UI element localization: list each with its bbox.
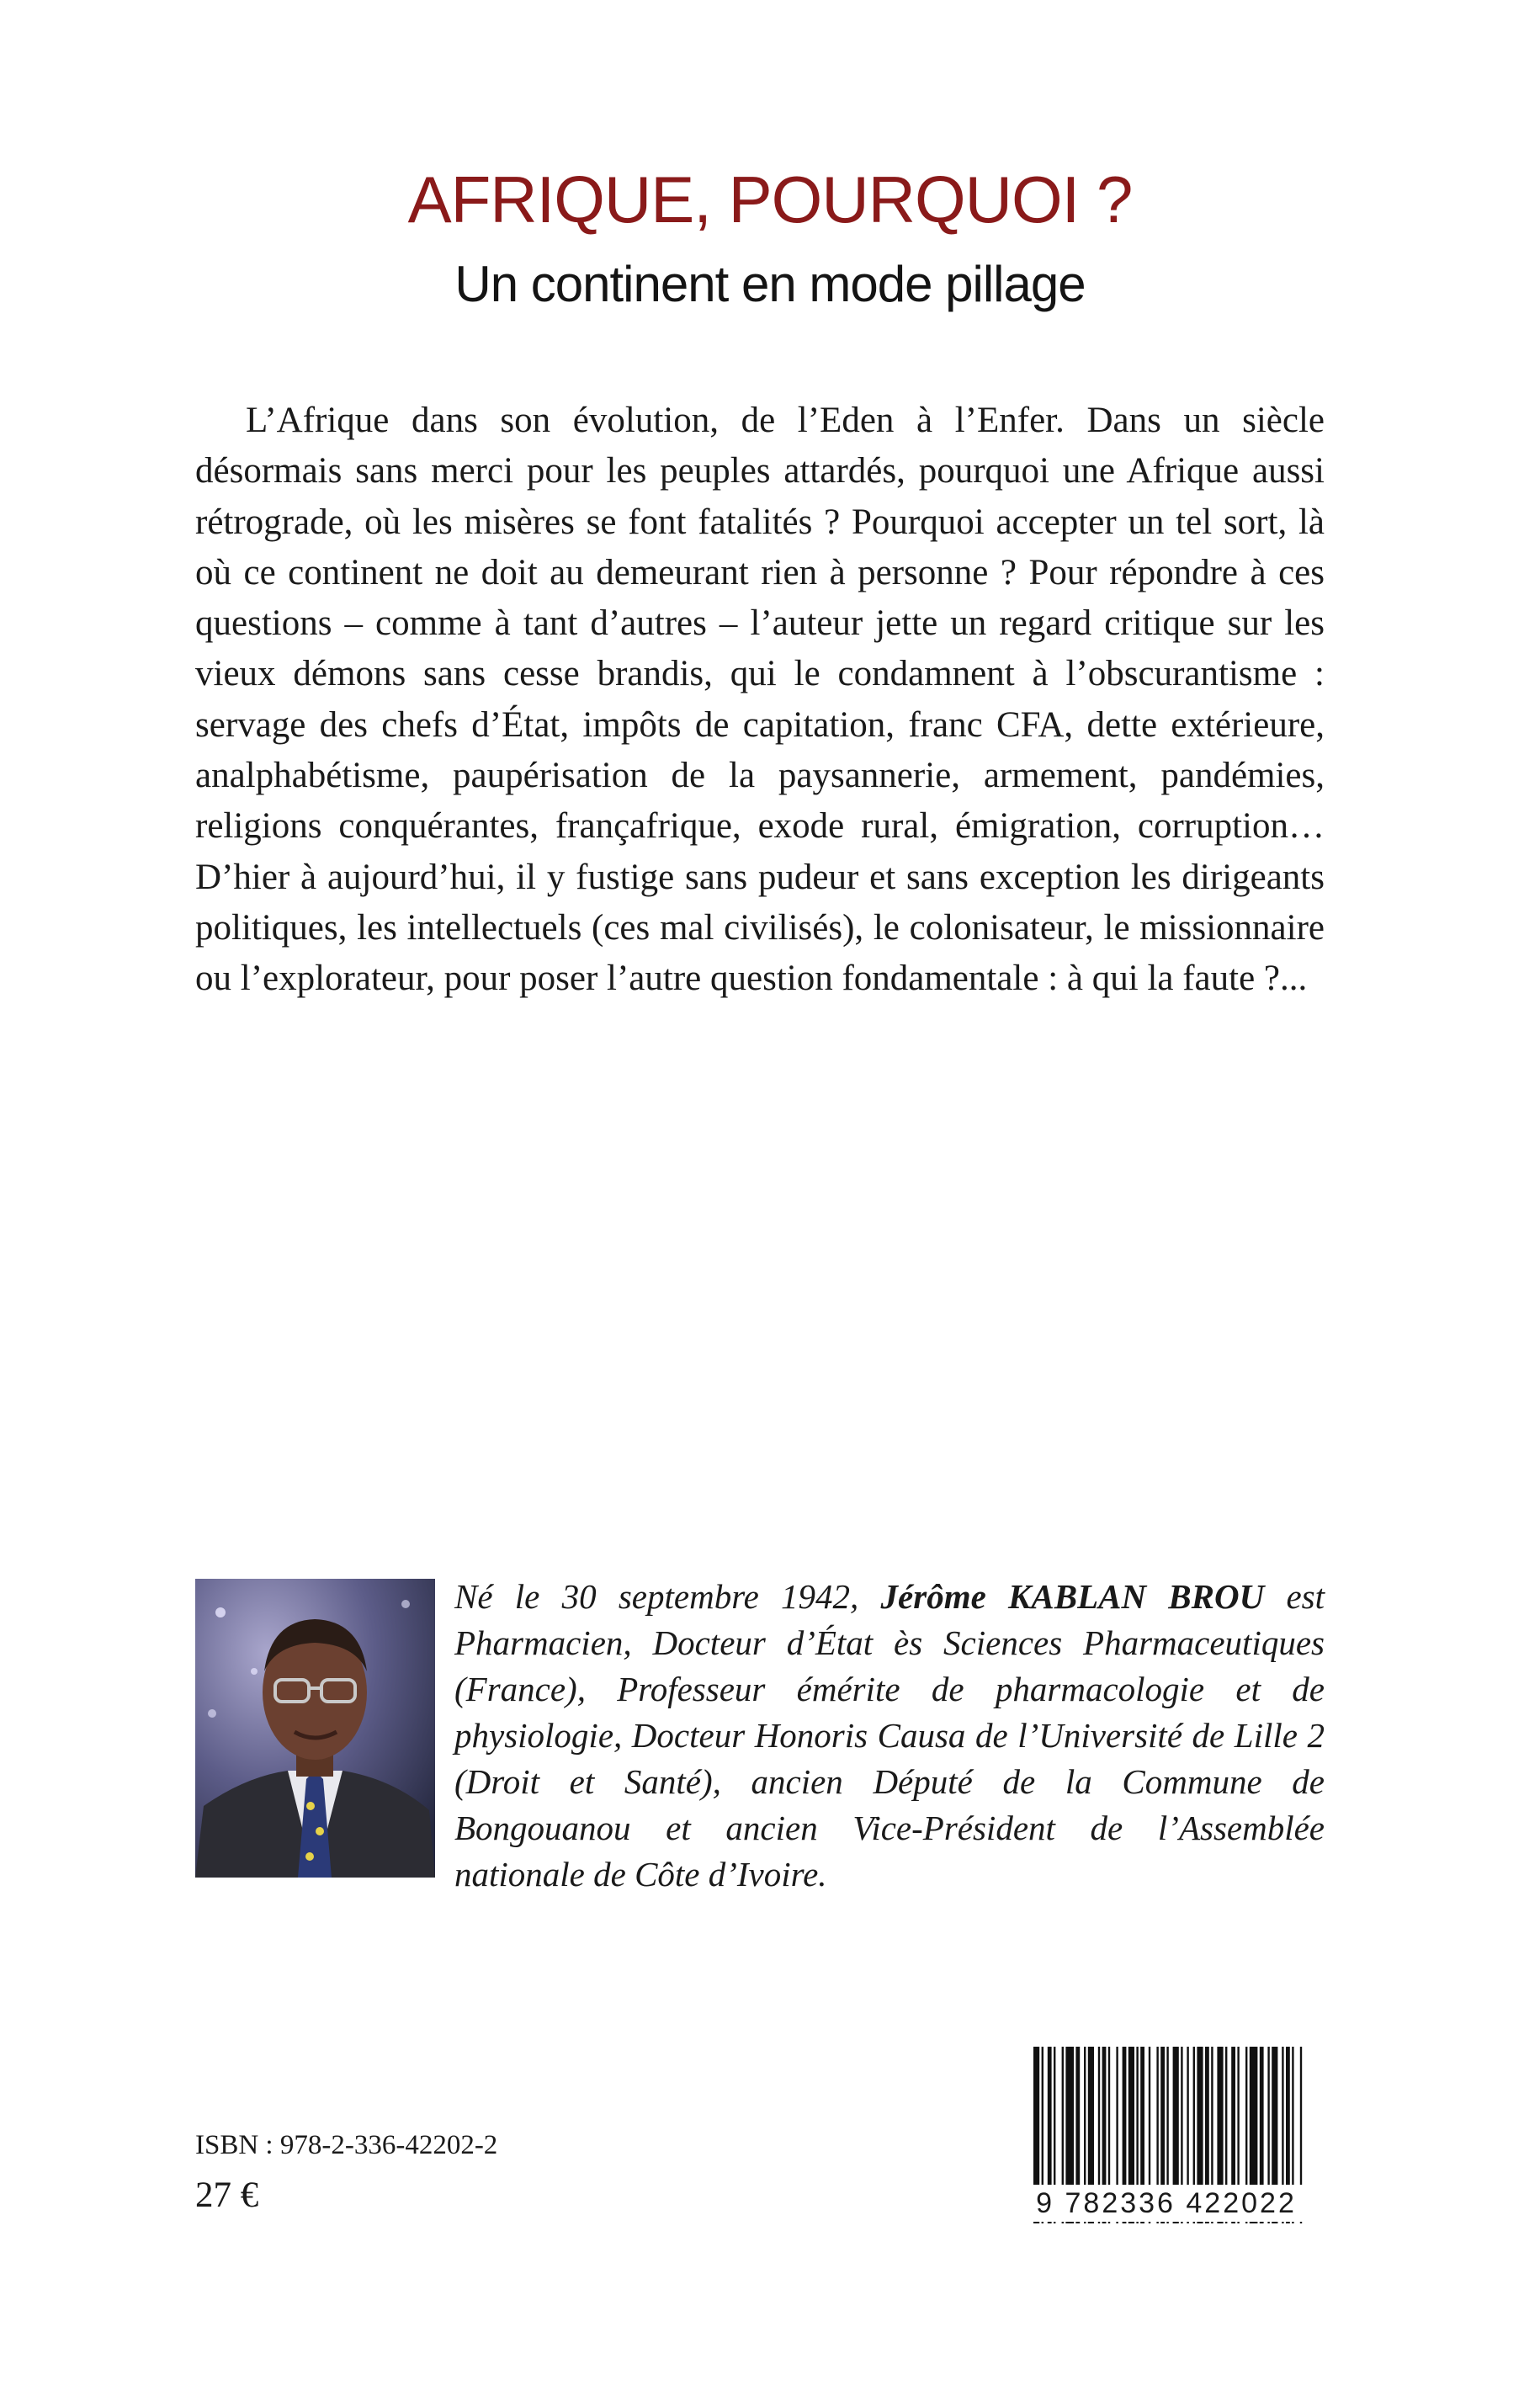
author-name: Jérôme KABLAN BROU [880, 1577, 1265, 1616]
barcode-digits: 9 782336 422022 [1008, 2185, 1325, 2222]
author-bio [454, 1574, 1325, 1898]
book-subtitle: Un continent en mode pillage [454, 256, 1086, 312]
author-bio-prefix: Né le 30 septembre 1942, [454, 1577, 881, 1616]
back-cover-blurb: L’Afrique dans son évolution, de l’Eden à l’Enfer. Dans un siècle désormais sans merci pour les peuples attardés, pourquoi une Afrique aussi rétrograde, où les misères se font fatalités ? Pourquoi accepter un tel sort, là où ce continent ne doit au demeurant rien à personne ? Pour répondre à ces questions – comme à tant d’autres – l’auteur jette un regard critique sur les vieux démons sans cesse brandis, qui le condamnent à l’obscurantisme : servage des chefs d’État, impôts de capitation, franc CFA, dette extérieure, analphabétisme, paupérisation de la paysannerie, armement, pandémies, religions conquérantes, françafrique, exode rural, émigration, corruption… D’hier à aujourd’hui, il y fustige sans pudeur et sans exception les dirigeants politiques, les intellectuels (ces mal civilisés), le colonisateur, le missionnaire ou l’explorateur, pour poser l’autre question fondamentale : à qui la faute ?... [195, 401, 1325, 999]
author-portrait-image [195, 1579, 435, 1878]
author-photo [195, 1579, 435, 1878]
author-bio-suffix: est Pharmacien, Docteur d’État ès Sciences Pharmaceutiques (France), Professeur émérite de pharmacologie et de physiologie, Docteur Honoris Causa de l’Université de Lille 2 (Droit et Santé), ancien Député de la Commune de Bongouanou et ancien Vice-Président de l’Assemblée nationale de Côte d’Ivoire. [454, 1577, 1325, 1894]
isbn: ISBN : 978-2-336-42202-2 [195, 2130, 498, 2160]
book-title: AFRIQUE, POURQUOI ? [407, 162, 1133, 236]
price: 27 € [195, 2175, 259, 2215]
